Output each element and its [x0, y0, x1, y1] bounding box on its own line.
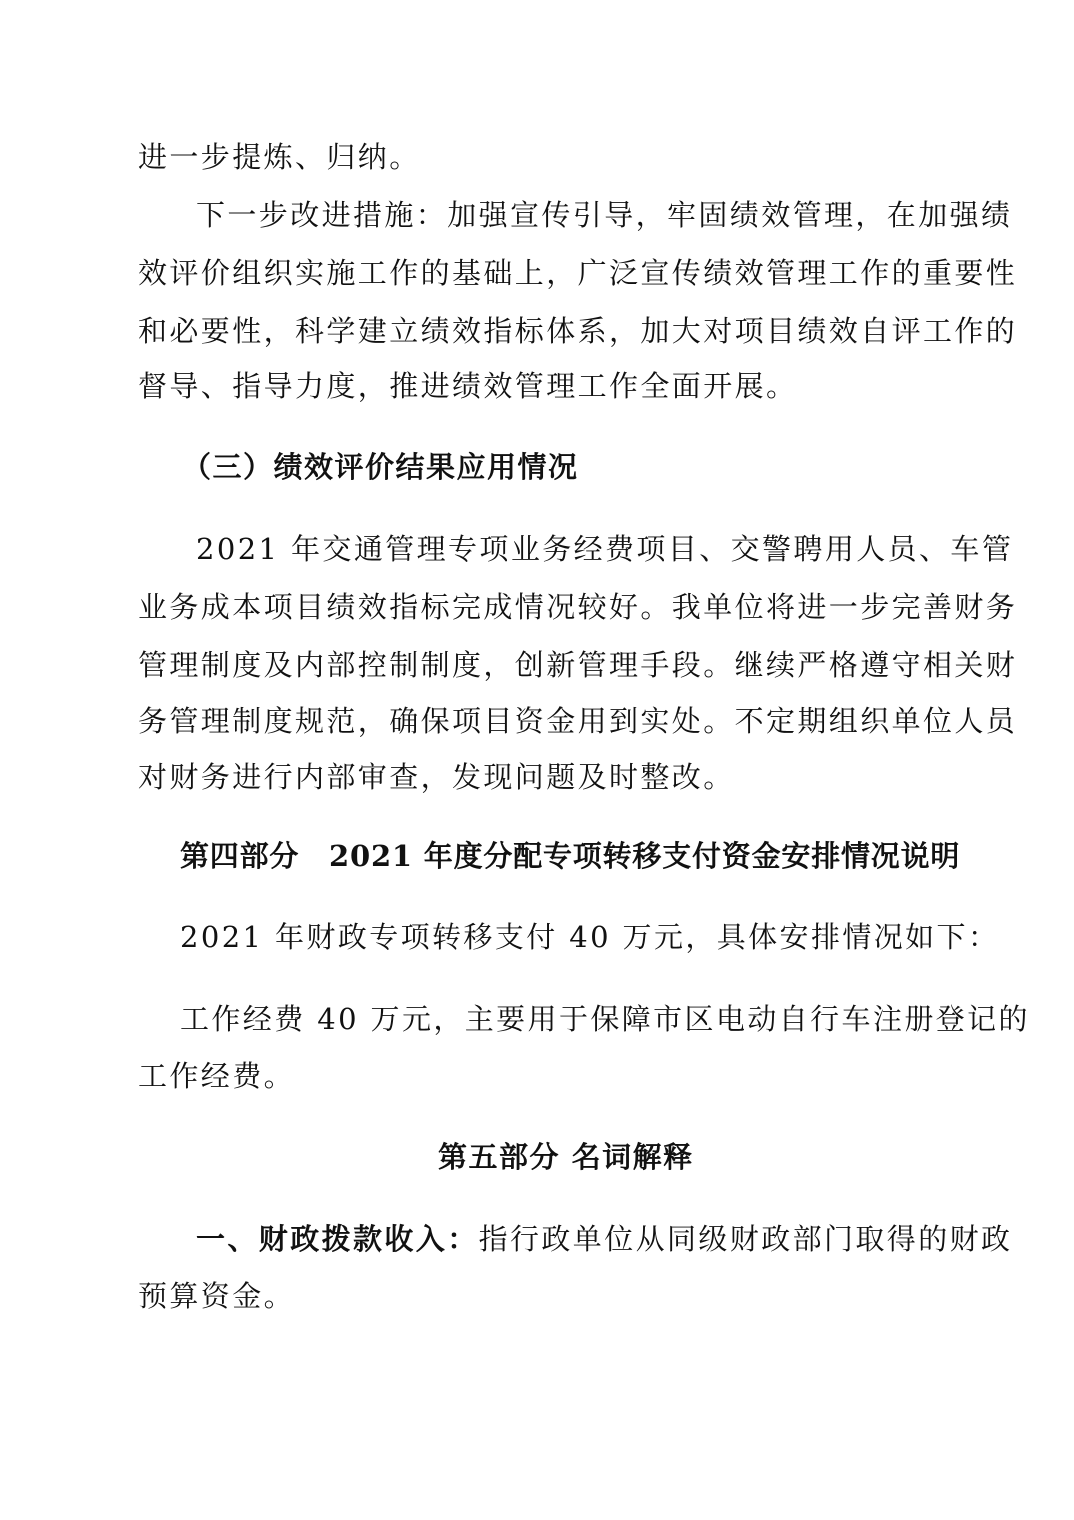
section-heading: （三）绩效评价结果应用情况 [182, 450, 579, 484]
paragraph-line: 对财务进行内部审查，发现问题及时整改。 [138, 760, 735, 794]
paragraph-line: 下一步改进措施：加强宣传引导，牢固绩效管理，在加强绩 [196, 198, 1013, 232]
paragraph-line: 管理制度及内部控制制度，创新管理手段。继续严格遵守相关财 [138, 648, 1018, 682]
paragraph-line: 2021 年交通管理专项业务经费项目、交警聘用人员、车管 [196, 532, 1014, 566]
paragraph-line: 效评价组织实施工作的基础上，广泛宣传绩效管理工作的重要性 [138, 256, 1018, 290]
paragraph-line: 督导、指导力度，推进绩效管理工作全面开展。 [138, 369, 798, 403]
paragraph-line: 和必要性，科学建立绩效指标体系，加大对项目绩效自评工作的 [138, 314, 1018, 348]
paragraph-line: 务管理制度规范，确保项目资金用到实处。不定期组织单位人员 [138, 704, 1018, 738]
paragraph-line: 业务成本项目绩效指标完成情况较好。我单位将进一步完善财务 [138, 590, 1018, 624]
paragraph-line: 预算资金。 [138, 1279, 296, 1313]
term-text: 指行政单位从同级财政部门取得的财政 [478, 1222, 1013, 1256]
paragraph-line: 工作经费 40 万元，主要用于保障市区电动自行车注册登记的 [180, 1002, 1030, 1036]
term-definition-line [196, 1219, 1013, 1259]
term-label: 一、财政拨款收入： [196, 1222, 479, 1256]
part-heading: 第五部分 名词解释 [438, 1140, 694, 1174]
part-heading: 第四部分 2021 年度分配专项转移支付资金安排情况说明 [180, 839, 961, 873]
paragraph-line: 进一步提炼、归纳。 [138, 140, 421, 174]
paragraph-line: 工作经费。 [138, 1059, 296, 1093]
paragraph-line: 2021 年财政专项转移支付 40 万元，具体安排情况如下： [180, 920, 1000, 954]
